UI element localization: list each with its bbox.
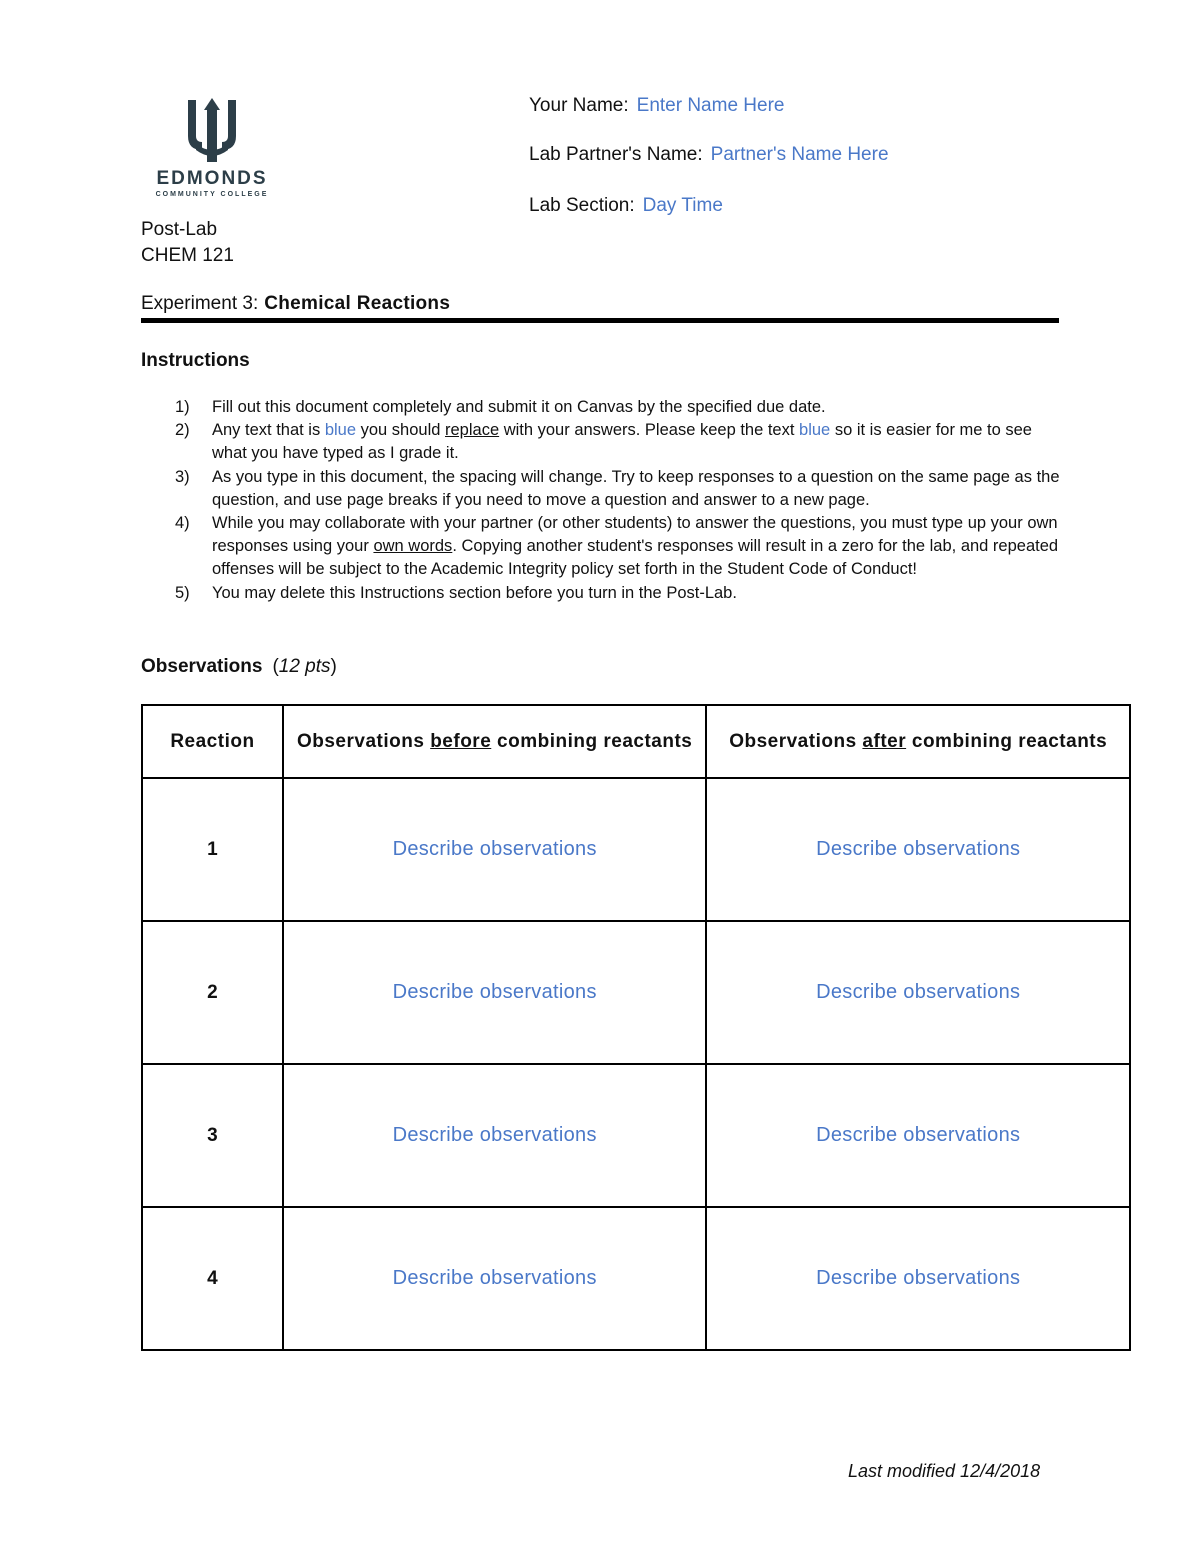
list-text: While you may collaborate with your partner (or other students) to answer the questions, you must type up your own responses using your xyxy=(212,514,1058,556)
reaction-number: 3 xyxy=(142,1064,283,1207)
logo-subtitle: COMMUNITY COLLEGE xyxy=(155,191,269,198)
lab-section-value[interactable]: Day Time xyxy=(642,195,723,216)
table-row xyxy=(142,921,1130,1064)
table-row xyxy=(142,778,1130,921)
table-header-row xyxy=(142,705,1130,778)
experiment-heading xyxy=(141,293,450,315)
list-item xyxy=(141,582,1061,605)
list-text: As you type in this document, the spacing will change. Try to keep responses to a question on the same page as the question, and use page breaks if you need to move a question and answer to a new page. xyxy=(212,467,1060,509)
instructions-heading: Instructions xyxy=(141,350,250,371)
after-observation[interactable]: Describe observations xyxy=(706,1207,1130,1350)
partner-name-value[interactable]: Partner's Name Here xyxy=(710,144,889,165)
table-row xyxy=(142,1064,1130,1207)
table-row xyxy=(142,1207,1130,1350)
list-text: You may delete this Instructions section before you turn in the Post-Lab. xyxy=(212,583,737,602)
partner-name-label: Lab Partner's Name: xyxy=(529,144,703,165)
your-name-value[interactable]: Enter Name Here xyxy=(636,95,785,116)
after-column-header: Observations after combining reactants xyxy=(706,705,1130,778)
reaction-number: 1 xyxy=(142,778,283,921)
list-text: with your answers. Please keep the text xyxy=(499,421,800,440)
reaction-column-header: Reaction xyxy=(142,705,283,778)
list-number: 2) xyxy=(175,421,190,440)
heading-rule xyxy=(141,318,1059,323)
experiment-title: Chemical Reactions xyxy=(264,293,451,314)
before-observation[interactable]: Describe observations xyxy=(283,778,707,921)
list-text: Fill out this document completely and submit it on Canvas by the specified due date. xyxy=(212,398,826,416)
list-item xyxy=(141,512,1061,582)
observations-heading xyxy=(141,656,337,678)
after-observation[interactable]: Describe observations xyxy=(706,921,1130,1064)
lab-section-field xyxy=(529,195,723,217)
list-text: you should xyxy=(356,421,445,440)
blue-word: blue xyxy=(324,421,357,440)
observations-title: Observations xyxy=(141,656,263,677)
your-name-label: Your Name: xyxy=(529,95,629,116)
points-open: ( xyxy=(272,656,279,677)
list-number: 5) xyxy=(175,583,190,602)
list-item xyxy=(141,419,1061,465)
underlined-word: own words xyxy=(373,537,453,556)
reaction-number: 4 xyxy=(142,1207,283,1350)
experiment-prefix: Experiment 3: xyxy=(141,293,259,314)
lab-section-label: Lab Section: xyxy=(529,195,635,216)
your-name-field xyxy=(529,95,784,117)
before-column-header: Observations before combining reactants xyxy=(283,705,707,778)
last-modified: Last modified 12/4/2018 xyxy=(848,1461,1041,1481)
after-observation[interactable]: Describe observations xyxy=(706,778,1130,921)
points-close: ) xyxy=(330,656,337,677)
list-text: . Copying another student's responses will result in a zero for the lab, and repeated offenses will be subject to the Academic Integrity policy set forth in the Student Code of Conduct! xyxy=(212,537,1059,579)
after-observation[interactable]: Describe observations xyxy=(706,1064,1130,1207)
partner-name-field xyxy=(529,144,889,166)
reaction-number: 2 xyxy=(142,921,283,1064)
before-observation[interactable]: Describe observations xyxy=(283,1207,707,1350)
list-number: 4) xyxy=(175,514,190,533)
before-observation[interactable]: Describe observations xyxy=(283,921,707,1064)
points-value: 12 pts xyxy=(278,656,331,677)
list-item xyxy=(141,396,1061,419)
before-observation[interactable]: Describe observations xyxy=(283,1064,707,1207)
observations-table xyxy=(141,704,1131,1351)
list-text: Any text that is xyxy=(212,421,325,440)
list-number: 1) xyxy=(175,398,190,416)
logo-wordmark: EDMONDS xyxy=(156,168,268,189)
doc-type: Post-Lab xyxy=(141,219,218,240)
list-item xyxy=(141,466,1061,512)
instructions-list xyxy=(141,396,1061,605)
blue-word: blue xyxy=(799,421,831,440)
list-number: 3) xyxy=(175,467,190,486)
course-code: CHEM 121 xyxy=(141,245,234,266)
list-text: so it is easier for me to see what you have typed as I grade it. xyxy=(212,421,1032,463)
underlined-word: replace xyxy=(445,421,500,440)
